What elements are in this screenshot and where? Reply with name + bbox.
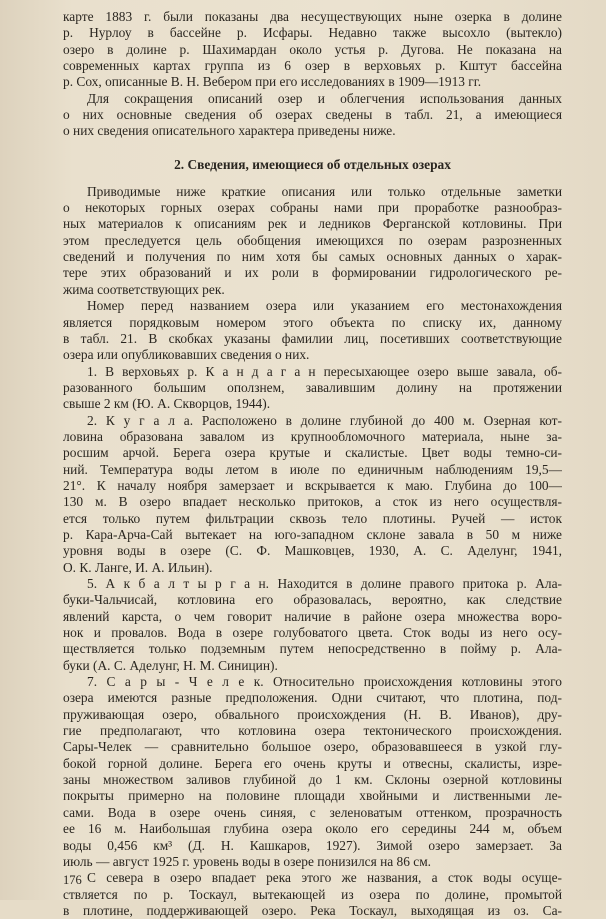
text-line: свыше 2 км (Ю. А. Скворцов, 1944). <box>63 396 271 412</box>
text-line: сведений и получения по ним хотя бы самых основных данных о харак- <box>63 249 562 265</box>
text-line: 5. А к б а л т ы р г а н. Находится в долине правого притока р. Ала- <box>87 576 562 591</box>
text-line: пруживающая озеро, обвального происхождения (Н. В. Иванов), дру- <box>63 706 562 722</box>
text-line: разованного большим оползнем, завалившим долину на протяжении <box>63 379 562 395</box>
text-line: 21°. К началу ноября замерзает и вскрывается к маю. Глубина до 100— <box>63 477 562 493</box>
text-line: тере этих образований и их роли в формировании гидрологического ре- <box>63 265 562 281</box>
text-line: О. К. Ланге, И. А. Ильин). <box>63 559 213 575</box>
text-line: жима соответствующих рек. <box>63 281 225 297</box>
text-line: росшим арчой. Берега озера крутые и скалистые. Цвет воды темно-си- <box>63 445 562 461</box>
text-line: воды 0,456 км³ (Д. Н. Кашкаров, 1927). Зимой озеро замерзает. За <box>63 837 562 853</box>
text-line: Приводимые ниже краткие описания или только отдельные заметки <box>87 183 562 199</box>
text-line: озера имеются разные предположения. Одни считают, что плотина, под- <box>63 690 562 706</box>
page-number: 176 <box>63 873 82 887</box>
text-line: р. Нурлоу в бассейне р. Исфары. Недавно также высохло (вытекло) <box>63 25 562 41</box>
section-heading: 2. Сведения, имеющиеся об отдельных озерах <box>174 156 451 172</box>
text-line: этом преследуется цель обобщения имеющихся по озерам разрозненных <box>63 232 562 248</box>
text-line: р. Сох, описанные В. Н. Вебером при его исследованиях в 1909—1913 гг. <box>63 74 482 90</box>
text-line: Номер перед названием озера или указанием его местонахождения <box>87 298 562 314</box>
text-line: ется только путем фильтрации сквозь тело плотины. Ручей — исток <box>63 510 562 526</box>
text-line: ных материалов к описаниям рек и ледников Ферганской котловины. При <box>63 216 562 232</box>
text-line: 1. В верховьях р. К а н д а г а н пересыхающее озеро выше завала, об- <box>87 363 562 379</box>
text-line: покрыты примерно на половине площади хвойными и лиственными ле- <box>63 788 562 804</box>
text-line: ний. Температура воды летом в июле по единичным наблюдениям 19,5— <box>63 461 562 477</box>
text-line: карте 1883 г. были показаны два несуществующих ныне озерка в долине <box>63 9 562 24</box>
text-line: буки-Чальчисай, котловина его образовалась, вероятно, как следствие <box>63 592 562 608</box>
text-line: 2. К у г а л а. Расположено в долине глубиной до 400 м. Озерная кот- <box>87 412 562 428</box>
text-line: 130 м. В озеро впадает несколько притоков, а сток из него осуществля- <box>63 494 562 510</box>
intro-text-block <box>63 9 562 140</box>
text-line: о некоторых горных озерах собраны нами при проработке разнообраз- <box>63 200 562 216</box>
text-line: в плотине, поддерживающей озеро. Река Тоскаул, выходящая из оз. Са- <box>63 902 562 918</box>
text-line: современных картах группа из 6 озер в верховьях р. Кштут бассейна <box>63 58 562 74</box>
text-line: озеро в долине р. Шахимардан около устья р. Дугова. Не показана на <box>63 41 562 57</box>
text-line: Сары-Челек — сравнительно большое озеро, образовавшееся в узкой глу- <box>63 739 562 755</box>
text-line: о них основные сведения об озерах сведены в табл. 21, а имеющиеся <box>63 107 562 123</box>
text-line: озера или опубликовавших сведения о них. <box>63 347 310 363</box>
text-line: о них сведения описательного характера приведены ниже. <box>63 123 396 139</box>
text-line: заны множеством заливов глубиной до 1 км. Склоны озерной котловины <box>63 772 562 788</box>
text-line: гие предполагают, что котловина озера тектонического происхождения. <box>63 723 562 739</box>
text-line: уровня воды в озере (С. Ф. Машковцев, 1930, А. С. Аделунг, 1941, <box>63 543 562 559</box>
text-line: бокой горной долине. Берега его очень круты и отвесны, скалисты, изре- <box>63 755 562 771</box>
lake-descriptions-block <box>63 184 562 919</box>
text-line: буки (А. С. Аделунг, Н. М. Синицин). <box>63 657 278 673</box>
text-line: июль — август 1925 г. уровень воды в озере понизился на 86 см. <box>63 853 432 869</box>
text-line: ловина образована завалом из крупнообломочного материала, ныне за- <box>63 428 562 444</box>
text-line: явлений карста, о чем говорит наличие в районе озера множества воро- <box>63 608 562 624</box>
text-line: является порядковым номером этого объекта по списку их, данному <box>63 314 562 330</box>
text-line: ствляется по р. Тоскаул, вытекающей из озера по долине, промытой <box>63 886 562 902</box>
text-line: ществляется только подземным путем непосредственно в пойму р. Ала- <box>63 641 562 657</box>
text-line: 7. С а р ы - Ч е л е к. Относительно происхождения котловины этого <box>87 674 562 690</box>
text-line: ее 16 м. Наибольшая глубина озера около его середины 244 м, объем <box>63 821 562 837</box>
text-line: Для сокращения описаний озер и облегчения использования данных <box>87 90 562 106</box>
text-line: нок и провалов. Вода в озере голубоватого цвета. Сток воды из него осу- <box>63 625 562 641</box>
text-line: в табл. 21. В скобках указаны фамилии лиц, посетивших соответствующие <box>63 330 562 346</box>
text-line: р. Кара-Арча-Сай вытекает на юго-западном склоне завала в 50 м ниже <box>63 526 562 542</box>
text-line: С севера в озеро впадает река этого же названия, а сток воды осуще- <box>87 870 562 886</box>
text-line: сами. Вода в озере очень синяя, с зеленоватым оттенком, прозрачность <box>63 804 562 820</box>
